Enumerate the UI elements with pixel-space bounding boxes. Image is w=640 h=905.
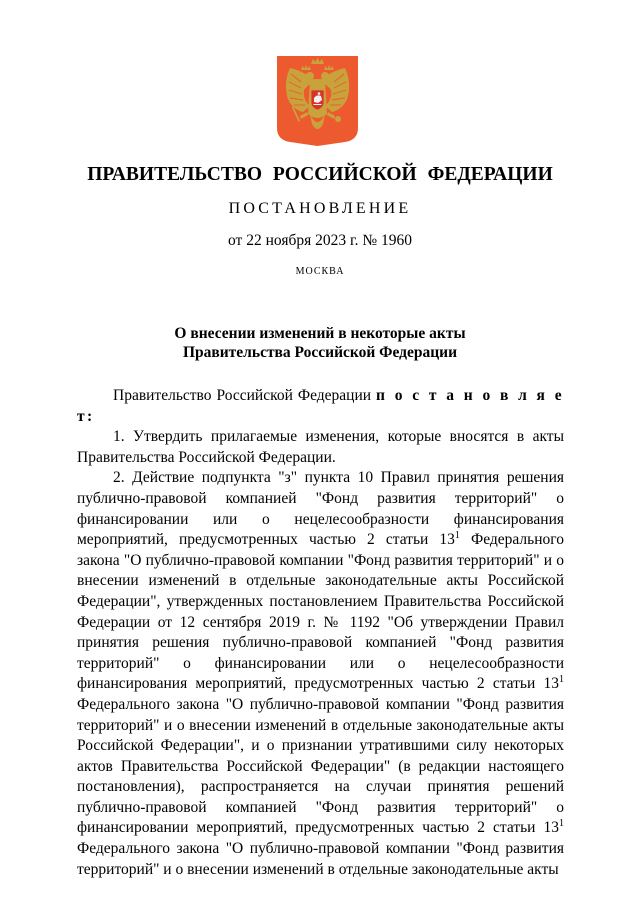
government-title: ПРАВИТЕЛЬСТВО РОССИЙСКОЙ ФЕДЕРАЦИИ <box>87 164 553 185</box>
subject-line-1: О внесении изменений в некоторые акты <box>174 325 466 342</box>
document-city: МОСКВА <box>295 266 345 277</box>
paragraph-2-part-b: Федерального закона "О публично-правовой компании "Фонд развития территорий" и о внесении изменений в отдельные законодательные акты Российской Федерации", утвержденных постановлением Правительства Российской Федерации от 12 сентября 2019 г. № 1192 "Об утверждении Правил принятия решения публично-правовой компанией "Фонд развития территорий" о финансировании или о нецелесообразности финансирования мероприятий, предусмотренных частью 2 статьи 13 <box>77 531 564 693</box>
intro-text: Правительство Российской Федерации <box>113 387 376 404</box>
subject-line-2: Правительства Российской Федерации <box>182 344 458 361</box>
paragraph-2-part-a: 2. Действие подпункта "з" пункта 10 Правил принятия решения публично-правовой компанией "Фонд развития территорий" о финансировании или о нецелесообразности финансирования мероприятий, предусмотренных частью 2 статьи 13 <box>77 469 564 549</box>
paragraph-2-part-d: Федерального закона "О публично-правовой компании "Фонд развития территорий" и о внесении изменений в отдельные законодательные акты <box>77 840 564 878</box>
superscript-3: 1 <box>559 818 564 830</box>
document-type: ПОСТАНОВЛЕНИЕ <box>228 200 412 217</box>
document-subject <box>0 324 640 362</box>
paragraph-1: 1. Утвердить прилагаемые изменения, которые вносятся в акты Правительства Российской Федерации. <box>77 428 564 466</box>
decree-word: п о с т а н о в л я е т: <box>77 387 564 425</box>
superscript-1: 1 <box>454 530 460 542</box>
intro-paragraph <box>77 386 564 427</box>
superscript-2: 1 <box>559 674 564 686</box>
document-body <box>77 386 564 880</box>
document-date-number: от 22 ноября 2023 г. № 1960 <box>228 232 412 249</box>
paragraph-2-part-c: Федерального закона "О публично-правовой компании "Фонд развития территорий" и о внесении изменений в отдельные законодательные акты Российской Федерации", и о признании утратившими силу некоторых актов Правительства Российской Федерации" (в редакции настоящего постановления), распространяется на случаи принятия решений публично-правовой компанией "Фонд развития территорий" о финансировании мероприятий, предусмотренных частью 2 статьи 13 <box>77 695 564 837</box>
russian-coat-of-arms-icon <box>277 56 358 146</box>
paragraph-2 <box>77 468 564 880</box>
